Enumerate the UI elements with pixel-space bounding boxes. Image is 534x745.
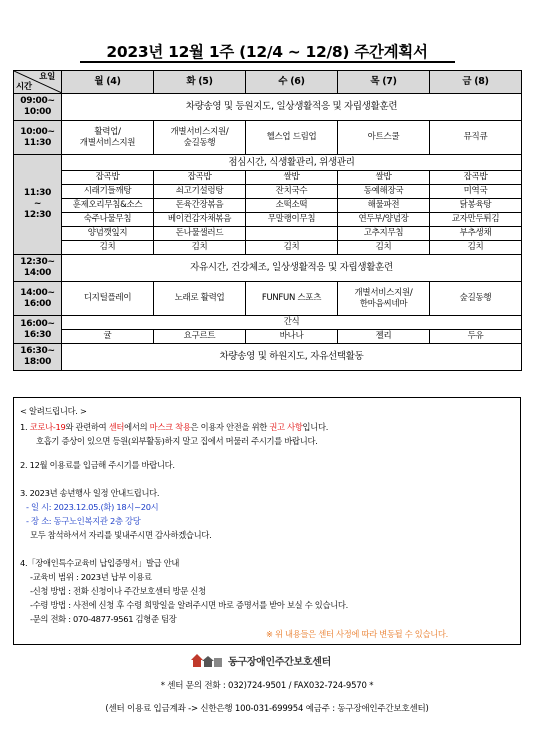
meal-item: 잡곡밥: [154, 171, 246, 185]
meal-item: 쌀밥: [338, 171, 430, 185]
time-slot: 10:00~ 11:30: [14, 121, 62, 155]
notice-box: [13, 397, 521, 645]
time-slot: 09:00~ 10:00: [14, 94, 62, 121]
time-slot: 11:30 ~ 12:30: [14, 155, 62, 255]
activity-cell: 개별서비스지원/ 숲길동행: [154, 121, 246, 155]
meal-item: 돈육간장볶음: [154, 199, 246, 213]
corner-header: [14, 71, 62, 94]
meal-item: [246, 227, 338, 241]
activity-wide: 간식: [62, 316, 522, 330]
meal-item: 베이컨감자채볶음: [154, 213, 246, 227]
meal-item: 시래기들깨탕: [62, 185, 154, 199]
notice-item-4-receive: -수령 방법 : 사전에 신청 후 수령 희망일을 알려주시면 바로 증명서를 받아 보실 수 있습니다.: [30, 600, 348, 610]
bank-account-info: (센터 이용료 입금계좌 -> 신한은행 100-031-699954 예금주 : 동구장애인주간보호센터): [105, 704, 429, 714]
meal-item: 동예해장국: [338, 185, 430, 199]
activity-cell: 아트스쿨: [338, 121, 430, 155]
meal-item: 소떡소떡: [246, 199, 338, 213]
notice-item-4-apply: -신청 방법 : 전화 신청이나 주간보호센터 방문 신청: [30, 586, 206, 596]
title-underline: [80, 61, 455, 63]
meal-item: 잔치국수: [246, 185, 338, 199]
notice-item-1-line2: 호흡기 증상이 있으면 등원(외부활동)하지 말고 집에서 머물러 주시기를 바랍니다.: [36, 436, 318, 446]
corner-time-label: 시간: [16, 81, 32, 92]
snack-item: 젤리: [338, 330, 430, 344]
notice-event-date: - 일 시: 2023.12.05.(화) 18시~20시: [26, 502, 159, 512]
activity-cell: 숲길동행: [430, 282, 522, 316]
meal-item: 훈제오리무침&소스: [62, 199, 154, 213]
activity-cell: FUNFUN 스포츠: [246, 282, 338, 316]
notice-event-place: - 장 소: 동구노인복지관 2층 강당: [26, 516, 141, 526]
notice-item-4-contact: -문의 전화 : 070-4877-9561 김형준 팀장: [30, 614, 177, 624]
notice-item-4-range: -교육비 범위 : 2023년 납부 이용료: [30, 572, 152, 582]
activity-wide: 차량송영 및 하원지도, 자유선택활동: [62, 344, 522, 371]
corner-day-label: 요일: [39, 72, 55, 82]
page-title: 2023년 12월 1주 (12/4 ~ 12/8) 주간계획서: [106, 43, 428, 61]
day-header-thu: 목 (7): [338, 71, 430, 94]
meal-item: 해물파전: [338, 199, 430, 213]
activity-wide: 자유시간, 건강체조, 일상생활적응 및 자립생활훈련: [62, 255, 522, 282]
activity-cell: 뮤직큐: [430, 121, 522, 155]
activity-wide: 점심시간, 식생활관리, 위생관리: [62, 155, 522, 171]
center-contact: * 센터 문의 전화 : 032)724-9501 / FAX032-724-9570 *: [160, 681, 374, 691]
day-header-mon: 월 (4): [62, 71, 154, 94]
meal-item: 김치: [154, 241, 246, 255]
activity-wide: 차량송영 및 등원지도, 일상생활적응 및 자립생활훈련: [62, 94, 522, 121]
time-slot: 16:00~ 16:30: [14, 316, 62, 344]
center-logo: [190, 651, 331, 669]
activity-cell: 헬스업 드림업: [246, 121, 338, 155]
weekly-schedule-table: [13, 70, 522, 371]
center-name: 동구장애인주간보호센터: [228, 656, 331, 668]
day-header-wed: 수 (6): [246, 71, 338, 94]
time-slot: 14:00~ 16:00: [14, 282, 62, 316]
meal-item: 돈나물샐러드: [154, 227, 246, 241]
meal-item: 쌀밥: [246, 171, 338, 185]
meal-item: 김치: [246, 241, 338, 255]
meal-item: 무말랭이무침: [246, 213, 338, 227]
meal-item: 잡곡밥: [62, 171, 154, 185]
meal-item: 양념깻잎지: [62, 227, 154, 241]
snack-item: 귤: [62, 330, 154, 344]
time-slot: 12:30~ 14:00: [14, 255, 62, 282]
meal-item: 김치: [338, 241, 430, 255]
meal-item: 김치: [430, 241, 522, 255]
snack-item: 두유: [430, 330, 522, 344]
meal-item: 닭봉육탕: [430, 199, 522, 213]
meal-item: 미역국: [430, 185, 522, 199]
time-slot: 16:30~ 18:00: [14, 344, 62, 371]
meal-item: 연두부/양념장: [338, 213, 430, 227]
notice-warning: ※ 위 내용들은 센터 사정에 따라 변동될 수 있습니다.: [266, 629, 448, 639]
activity-cell: 개별서비스지원/ 한마음씨네마: [338, 282, 430, 316]
meal-item: 쇠고기설렁탕: [154, 185, 246, 199]
meal-item: 고추지무침: [338, 227, 430, 241]
snack-item: 바나나: [246, 330, 338, 344]
meal-item: 김치: [62, 241, 154, 255]
meal-item: 잡곡밥: [430, 171, 522, 185]
meal-item: 교자만두튀김: [430, 213, 522, 227]
notice-item-3: 3. 2023년 송년행사 일정 안내드립니다.: [20, 488, 160, 498]
meal-item: 숙주나물무침: [62, 213, 154, 227]
activity-cell: 디지털플레이: [62, 282, 154, 316]
activity-cell: 활력업/ 개별서비스지원: [62, 121, 154, 155]
meal-item: 부추생채: [430, 227, 522, 241]
house-logo-icon: [190, 652, 224, 668]
notice-item-4: 4.「장애인특수교육비 납입증명서」발급 안내: [20, 558, 180, 568]
day-header-tue: 화 (5): [154, 71, 246, 94]
day-header-fri: 금 (8): [430, 71, 522, 94]
notice-item-1: 1. 코로나-19와 관련하여 센터에서의 마스크 착용은 이용자 안전을 위한 권고 사항입니다.: [20, 422, 329, 432]
notice-heading: < 알려드립니다. >: [20, 406, 87, 416]
activity-cell: 노래로 활력업: [154, 282, 246, 316]
notice-event-closing: 모두 참석하셔서 자리를 빛내주시면 감사하겠습니다.: [30, 530, 212, 540]
snack-item: 요구르트: [154, 330, 246, 344]
notice-item-2: 2. 12월 이용료를 입금해 주시기를 바랍니다.: [20, 460, 175, 470]
